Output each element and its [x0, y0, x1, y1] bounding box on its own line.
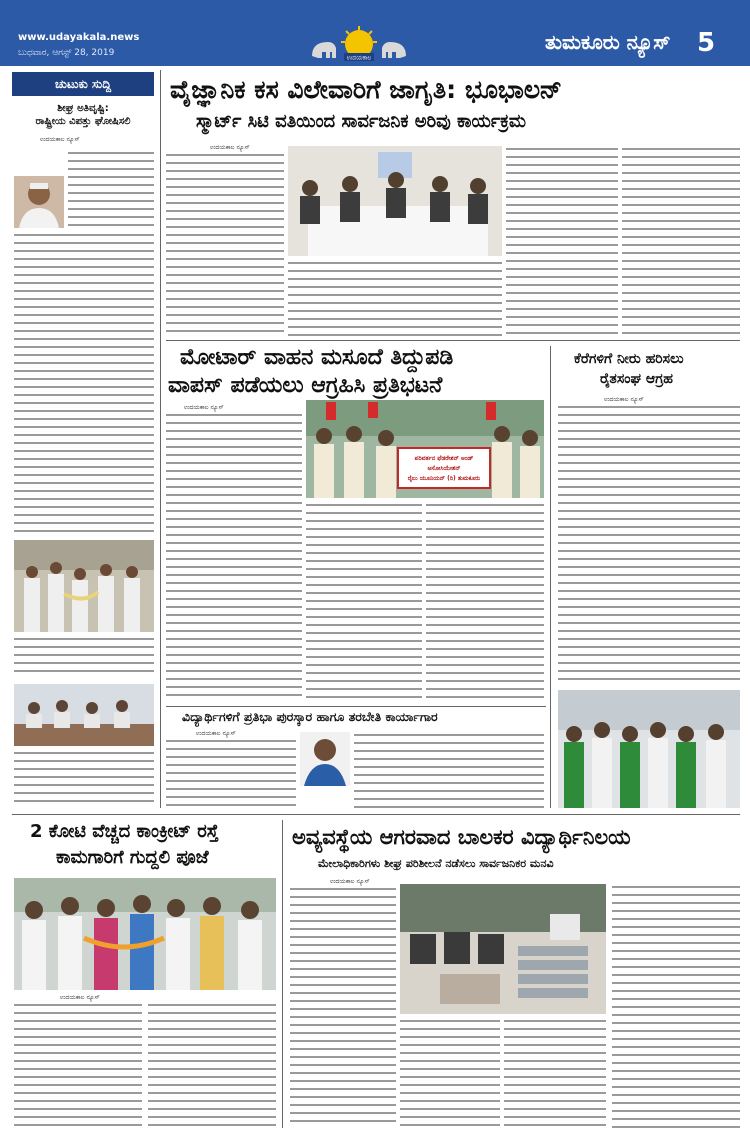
left-crowd-caption — [14, 636, 154, 678]
story6-headline: ಅವ್ಯವಸ್ಥೆಯ ಆಗರವಾದ ಬಾಲಕರ ವಿದ್ಯಾರ್ಥಿನಿಲಯ — [292, 825, 631, 849]
masthead — [0, 0, 750, 66]
story1-body-3 — [622, 146, 740, 336]
story5-byline: ಉದಯಕಾಲ ನ್ಯೂಸ್ — [60, 994, 100, 1001]
newspaper-logo — [306, 26, 412, 62]
story2-right-rule — [550, 346, 551, 808]
story3-byline: ಉದಯಕಾಲ ನ್ಯೂಸ್ — [604, 396, 644, 403]
story2-bottom-rule — [166, 706, 546, 707]
story5-headline-line2: ಕಾಮಗಾರಿಗೆ ಗುದ್ದಲಿ ಪೂಜೆ — [56, 847, 209, 868]
story1-body-2 — [506, 146, 618, 336]
site-url[interactable]: www.udayakala.news — [18, 32, 140, 43]
story1-headline: ವೈಜ್ಞಾನಿಕ ಕಸ ವಿಲೇವಾರಿಗೆ ಜಾಗೃತಿ: ಭೂಭಾಲನ್ — [170, 75, 563, 104]
story1-byline: ಉದಯಕಾಲ ನ್ಯೂಸ್ — [210, 144, 250, 151]
left-story-title — [12, 102, 154, 128]
story2-headline-line1: ಮೋಟಾರ್ ವಾಹನ ಮಸೂದೆ ತಿದ್ದುಪಡಿ — [180, 345, 454, 370]
left-story-portrait — [14, 176, 64, 228]
story4-body-1 — [166, 738, 296, 808]
protest-banner-line2: ರೈಲು ಯೂನಿಯನ್ (ರಿ) ತುಮಕೂರು — [407, 475, 481, 482]
left-meeting-caption — [14, 750, 154, 808]
story6-body-2 — [400, 1018, 500, 1128]
story2-body-3 — [426, 502, 544, 702]
story2-body-1 — [166, 412, 302, 702]
story4-portrait — [300, 732, 350, 786]
story1-meeting-photo — [288, 146, 502, 256]
protest-banner-text — [402, 454, 486, 484]
left-story-title-line2: ರಾಷ್ಟ್ರೀಯ ವಿಪತ್ತು ಘೋಷಿಸಲಿ — [35, 116, 131, 127]
story3-farmers-photo — [558, 690, 740, 808]
story1-subhead: ಸ್ಮಾರ್ಟ್ ಸಿಟಿ ವತಿಯಿಂದ ಸಾರ್ವಜನಿಕ ಅರಿವು ಕಾರ್ಯಕ್ರಮ — [196, 111, 527, 132]
story6-body-4 — [612, 884, 740, 1128]
story1-body-1 — [166, 152, 284, 334]
logo-text: ಉದಯಕಾಲ — [346, 54, 372, 62]
story5-ceremony-photo — [14, 878, 276, 990]
story4-body-2 — [354, 732, 544, 808]
story4-byline: ಉದಯಕಾಲ ನ್ಯೂಸ್ — [196, 730, 236, 737]
left-story-byline: ಉದಯಕಾಲ ನ್ಯೂಸ್ — [40, 136, 80, 143]
story3-headline-line1: ಕೆರೆಗಳಿಗೆ ನೀರು ಹರಿಸಲು — [574, 351, 684, 367]
story6-body-1 — [290, 886, 396, 1128]
left-story-title-line1: ಶೀಘ್ರ ಅತಿವೃಷ್ಟಿ: — [57, 103, 109, 114]
story2-byline: ಉದಯಕಾಲ ನ್ಯೂಸ್ — [184, 404, 224, 411]
story5-headline-line1: 2 ಕೋಟಿ ವೆಚ್ಚದ ಕಾಂಕ್ರೀಟ್ ರಸ್ತೆ — [30, 821, 219, 842]
column-divider — [160, 70, 161, 808]
story3-headline-line2: ರೈತಸಂಘ ಆಗ್ರಹ — [600, 371, 673, 387]
page-number: 5 — [697, 28, 716, 58]
story5-body-2 — [148, 1002, 276, 1128]
story2-body-2 — [306, 502, 422, 702]
bottom-column-divider — [282, 820, 283, 1128]
story6-subhead: ಮೇಲಾಧಿಕಾರಿಗಳು ಶೀಘ್ರ ಪರಿಶೀಲನೆ ನಡೆಸಲು ಸಾರ್ವಜನಿಕರ ಮನವಿ — [318, 857, 554, 870]
short-news-tag: ಚುಟುಕು ಸುದ್ದಿ — [12, 72, 154, 96]
story5-body-1 — [14, 1002, 142, 1128]
left-crowd-photo — [14, 540, 154, 632]
story4-headline: ವಿದ್ಯಾರ್ಥಿಗಳಿಗೆ ಪ್ರತಿಭಾ ಪುರಸ್ಕಾರ ಹಾಗೂ ತರಬೇತಿ ಕಾರ್ಯಾಗಾರ — [182, 709, 438, 724]
left-story-body-1 — [68, 150, 154, 228]
protest-banner-line1: ಪರಿವರ್ತನ ಫೆಡರೇಶನ್ ಅಂಡ್ ಅಸೋಸಿಯೇಶನ್ — [414, 455, 474, 472]
story2-headline-line2: ವಾಪಸ್ ಪಡೆಯಲು ಆಗ್ರಹಿಸಿ ಪ್ರತಿಭಟನೆ — [168, 373, 443, 398]
mid-page-rule — [12, 814, 740, 815]
story6-body-3 — [504, 1018, 606, 1128]
story6-hostel-photo — [400, 884, 606, 1014]
story2-protest-photo — [306, 400, 544, 498]
story6-byline: ಉದಯಕಾಲ ನ್ಯೂಸ್ — [330, 878, 370, 885]
left-meeting-photo — [14, 684, 154, 746]
issue-date: ಬುಧವಾರ, ಆಗಸ್ಟ್ 28, 2019 — [18, 48, 115, 58]
left-story-body-2 — [14, 232, 154, 536]
story1-bottom-rule — [166, 340, 740, 341]
story1-photo-caption — [288, 260, 502, 336]
story3-body — [558, 404, 740, 686]
section-title: ತುಮಕೂರು ನ್ಯೂಸ್ — [545, 30, 671, 54]
